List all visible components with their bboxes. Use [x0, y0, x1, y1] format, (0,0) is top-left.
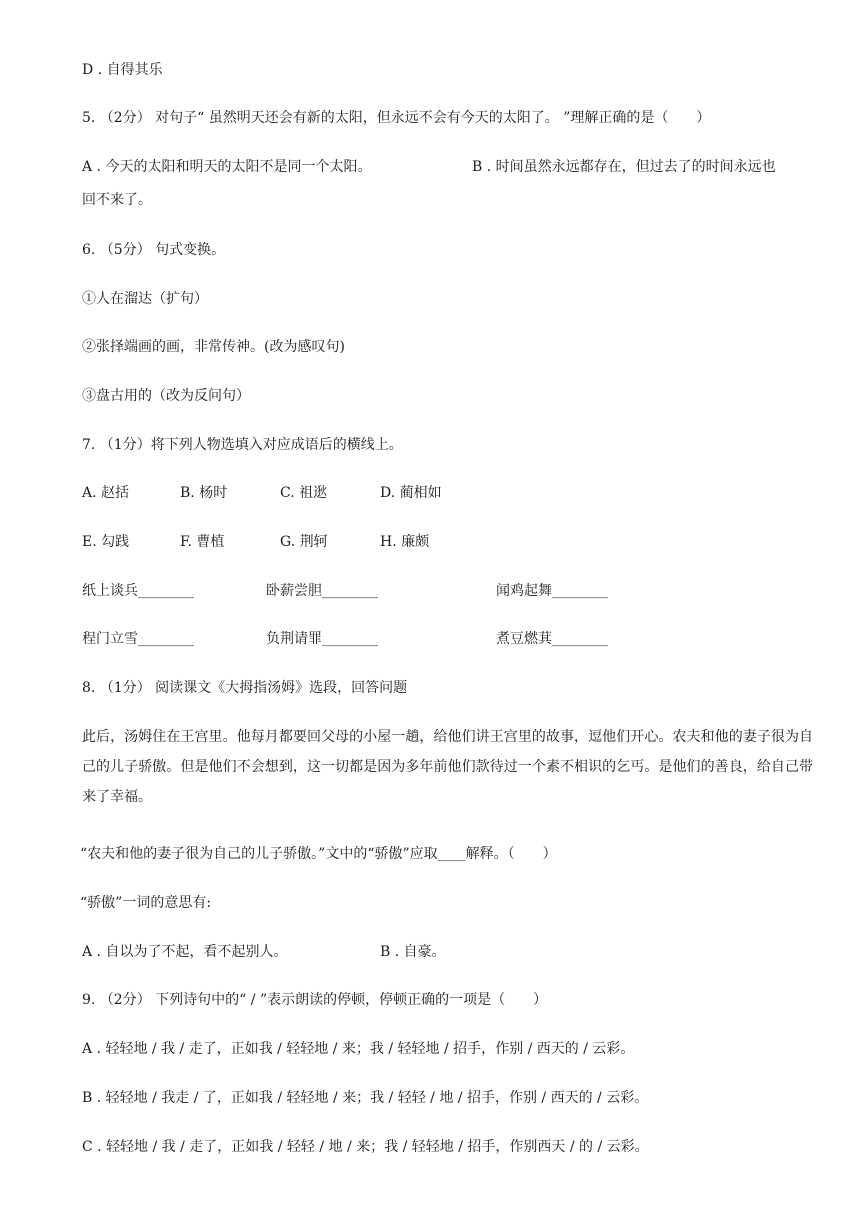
q9-option-a: A . 轻轻地 / 我 / 走了，正如我 / 轻轻地 / 来；我 / 轻轻地 / 招手，作别 / 西天的 / 云彩。	[82, 1041, 635, 1057]
q6-stem: 6. （5分） 句式变换。	[82, 242, 226, 258]
q7-options-row-1	[82, 483, 817, 503]
q9-stem: 9. （2分） 下列诗句中的“ / ”表示朗读的停顿，停顿正确的一项是（ ）	[82, 992, 548, 1008]
q5-options-row	[82, 157, 817, 177]
q5-option-a: A . 今天的太阳和明天的太阳不是同一个太阳。	[82, 159, 372, 175]
q5-stem: 5. （2分） 对句子“ 虽然明天还会有新的太阳，但永远不会有今天的太阳了。 ”理解正确的是（ ）	[82, 110, 711, 126]
q7-option: E. 勾践	[82, 534, 130, 550]
q7-blank-item: 闻鸡起舞________	[496, 583, 608, 599]
q6-item-1: ①人在溜达（扩句）	[82, 291, 208, 307]
q7-options-row-2	[82, 532, 817, 552]
q5-option-b: B . 时间虽然永远都存在，但过去了的时间永远也	[472, 159, 776, 175]
q7-option: F. 曹植	[180, 534, 225, 550]
q7-blank-item: 纸上谈兵________	[82, 583, 194, 599]
q7-option: B. 杨时	[180, 485, 228, 501]
q8-stem: 8. （1分） 阅读课文《大拇指汤姆》选段，回答问题	[82, 680, 408, 696]
q7-blanks-row-1	[82, 581, 817, 601]
q8-meaning-intro: “骄傲”一词的意思有:	[80, 895, 212, 911]
q8-question: “农夫和他的妻子很为自己的儿子骄傲。”文中的“骄傲”应取____解释。（ ）	[80, 846, 557, 862]
q7-option: G. 荆轲	[280, 534, 328, 550]
q9-option-b: B . 轻轻地 / 我走 / 了，正如我 / 轻轻地 / 来；我 / 轻轻 / 地 / 招手，作别 / 西天的 / 云彩。	[82, 1090, 649, 1106]
q7-blank-item: 负荆请罪________	[266, 631, 378, 647]
q4-option-d: D . 自得其乐	[82, 62, 163, 78]
q8-option-a: A . 自以为了不起，看不起别人。	[82, 944, 288, 960]
q5-option-b-cont: 回不来了。	[82, 192, 152, 208]
q7-option: C. 祖逖	[280, 485, 328, 501]
q8-option-b: B . 自豪。	[380, 944, 446, 960]
q6-item-3: ③盘古用的（改为反问句）	[82, 388, 250, 404]
q8-options-row	[82, 942, 817, 962]
q7-option: H. 廉颇	[380, 534, 430, 550]
q7-option: A. 赵括	[82, 485, 130, 501]
q9-option-c: C . 轻轻地 / 我 / 走了，正如我 / 轻轻 / 地 / 来；我 / 轻轻地 / 招手，作别西天 / 的 / 云彩。	[82, 1139, 649, 1155]
q7-stem: 7. （1分）将下列人物选填入对应成语后的横线上。	[82, 437, 403, 453]
q7-option: D. 蔺相如	[380, 485, 442, 501]
q8-passage: 此后，汤姆住在王宫里。他每月都要回父母的小屋一趟，给他们讲王宫里的故事，逗他们开心。农夫和他的妻子很为自己的儿子骄傲。但是他们不会想到，这一切都是因为多年前他们款待过一个素不相识的乞丐。是他们的善良，给自己带来了幸福。	[82, 729, 813, 805]
q6-item-2: ②张择端画的画，非常传神。(改为感叹句)	[82, 339, 345, 355]
q7-blank-item: 程门立雪________	[82, 631, 194, 647]
q7-blanks-row-2	[82, 629, 817, 649]
q7-blank-item: 煮豆燃萁________	[496, 631, 608, 647]
q7-blank-item: 卧薪尝胆________	[266, 583, 378, 599]
